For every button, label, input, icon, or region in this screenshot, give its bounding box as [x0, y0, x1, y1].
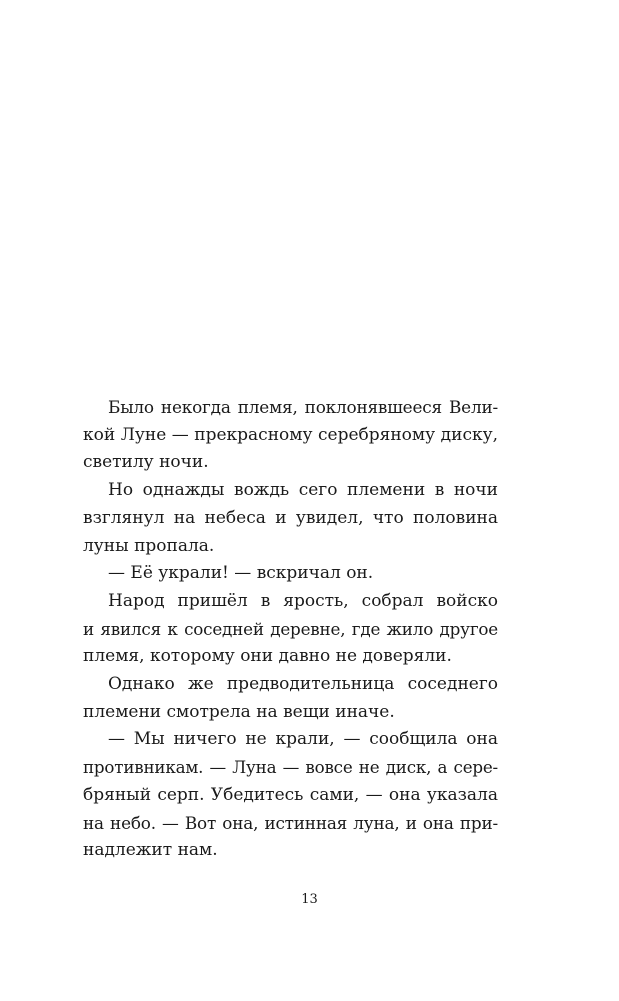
text-line: племя, которому они давно не доверяли.	[83, 646, 452, 667]
text-line: и явился к соседней деревне, где жило другое	[83, 618, 498, 639]
text-line: надлежит нам.	[83, 840, 218, 861]
paragraph	[83, 394, 498, 477]
text-line: кой Луне — прекрасному серебряному диску,	[83, 424, 498, 445]
text-line: — Её украли! — вскричал он.	[108, 563, 374, 584]
paragraph	[83, 726, 498, 865]
paragraph	[83, 588, 498, 671]
text-line: племени смотрела на вещи иначе.	[83, 701, 395, 722]
paragraph	[108, 560, 498, 588]
text-line: Однако же предводительница соседнего	[108, 674, 498, 695]
body-text	[83, 394, 498, 865]
text-line: светилу ночи.	[83, 452, 209, 473]
text-line: взглянул на небеса и увидел, что половина	[83, 507, 498, 528]
text-line: Но однажды вождь сего племени в ночи	[108, 480, 498, 501]
text-line: противникам. — Луна — вовсе не диск, а сере-	[83, 757, 498, 778]
text-line: Народ пришёл в ярость, собрал войско	[108, 590, 498, 611]
text-line: на небо. — Вот она, истинная луна, и она при-	[83, 812, 498, 833]
text-line: бряный серп. Убедитесь сами, — она указала	[83, 784, 498, 805]
paragraph	[83, 477, 498, 560]
text-line: Было некогда племя, поклонявшееся Вели-	[108, 397, 498, 417]
paragraph	[83, 671, 498, 726]
text-line: луны пропала.	[83, 535, 215, 556]
text-line: — Мы ничего не крали, — сообщила она	[108, 729, 498, 750]
page-number: 13	[301, 892, 318, 907]
